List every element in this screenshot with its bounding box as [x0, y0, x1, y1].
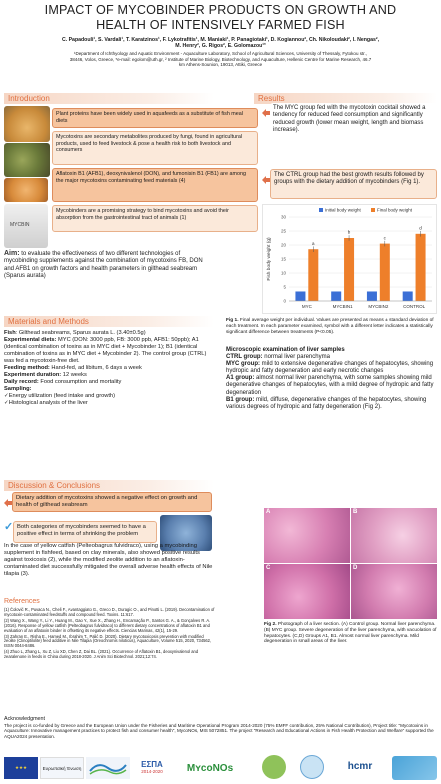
- affil-line-2: 38446, Volos, Greece, *e-mail: egolom@uth.gr, ² Institute of Marine Biology, Biotechnology, and Aquaculture, Hellenic Centre for Marine Research, 46.7: [69, 56, 372, 62]
- acknowledgment-text: The project is co-funded by Greece and the European Union under the Fisheries and Maritime Operational Program 2014-2020 (75% EMFF contribution, 25% National Contribution), Project title: "Mycotoxins in Aquaculture: Innovative management practices to protect fish and consumer health", MycoNOs, MIS 5072851. The project "Research and Educational Actions in Fish Health Protection and Welfare" supported the AQUA2024 presentation.: [4, 722, 434, 739]
- results-heading: Results: [254, 93, 437, 104]
- mycotoxin-molecule-image: [4, 178, 48, 202]
- histology-panel-a: [264, 508, 350, 563]
- histology-panel-d: [351, 564, 437, 619]
- aim-label: Aim:: [4, 250, 20, 257]
- x-tick-label: CONTROL: [403, 304, 426, 309]
- daily-label: Daily record:: [4, 379, 39, 385]
- discussion-point-1: Dietary addition of mycotoxins showed a negative effect on growth and health of gilthead seabream: [12, 492, 212, 512]
- b1-text: mild, diffuse, degenerative changes of the hepatocytes, showing various degrees of hydropic and fatty degeneration (Fig 2).: [226, 396, 427, 410]
- panel-label: A: [266, 509, 271, 515]
- x-tick-label: MYCBIN2: [368, 304, 389, 309]
- myc-text: mild to extensive degenerative changes of hepatocytes, showing hydropic and fatty degeneration and early necrotic changes: [226, 361, 434, 375]
- y-tick-label: 30: [280, 214, 286, 220]
- intro-point-4: Mycobinders are a promising strategy to bind mycotoxins and avoid their absorption from the gastrointestinal tract of animals (1): [52, 205, 258, 232]
- intro-point-2: Mycotoxins are secondary metabolites produced by fungi, found in agricultural products, used to feed livestock & pose a health risk to both livestock and consumers: [52, 131, 258, 165]
- panel-label: B: [353, 509, 358, 515]
- authors: [4, 37, 437, 50]
- affil-line-1: ¹Department of Ichthyology and Aquatic Environment - Aquaculture Laboratory, School of Agricultural Sciences, University of Thessaly, Fytokou str.,: [74, 51, 367, 56]
- y-tick-label: 25: [280, 228, 286, 234]
- references-list: [4, 608, 216, 660]
- significance-letter: c: [383, 235, 386, 241]
- y-tick-label: 5: [283, 284, 286, 290]
- significance-letter: a: [312, 240, 315, 246]
- results-point-1: The MYC group fed with the mycotoxin cocktail showed a tendency for reduced feed consumption and significantly reduced growth (lower mean weight, length and biomass increase).: [270, 103, 437, 144]
- ministry-logo: Ευρωπαϊκή Ένωση: [40, 757, 84, 779]
- legend-swatch-initial: [319, 208, 323, 212]
- feeding-label: Feeding method:: [4, 365, 50, 371]
- bar-final-myc: [308, 249, 318, 301]
- methods-heading: Materials and Methods: [4, 316, 214, 327]
- fig1-chart: [262, 204, 437, 314]
- eu-flag-logo: ★★★: [4, 757, 38, 779]
- sampling-item: ✓Energy utilization (feed intake and growth): [4, 393, 115, 399]
- check-icon: ✓: [4, 400, 9, 406]
- arrow-icon: [262, 171, 270, 179]
- diets-text: MYC (DON: 3000 ppb, FB: 3000 ppb, AFB1: 50ppb); A1 (identical combination of toxins as in MYC diet + Mycobinder 1); B1 (identical combination of toxins as in MYC diet + Mycobinder 2). The control group (CTRL) was fed a mycotoxin-free diet.: [4, 337, 207, 364]
- myc-label: MYC group:: [226, 361, 260, 368]
- title-line-1: IMPACT OF MYCOBINDER PRODUCTS ON GROWTH AND: [44, 3, 397, 17]
- bar-initial-mycbin2: [367, 291, 377, 301]
- authors-line-2: M. Henry², G. Rigos², E. Golomazou¹˟: [175, 43, 266, 50]
- histology-panel-b: [351, 508, 437, 563]
- fish-text: : Gilthead seabreams, Sparus aurata L. (3.40±0.5g): [15, 330, 146, 336]
- feeding-text: Hand-fed, ad libitum, 6 days a week: [49, 365, 142, 371]
- sampling-label: Sampling:: [4, 386, 32, 392]
- mycobinder-bag-image: [4, 204, 48, 248]
- bar-final-mycbin1: [344, 238, 354, 301]
- microscopy-block: [226, 347, 438, 411]
- discussion-heading: Discussion & Conclusions: [4, 480, 214, 491]
- intro-point-3: Aflatoxin B1 (AFB1), deoxynivalenol (DON), and fumonisin B1 (FB1) are among the major mycotoxins contaminating feed materials (4): [52, 168, 258, 202]
- bar-initial-mycbin1: [331, 291, 341, 301]
- reference-item: (3) Zahran E., Risha E., Hamed M., Ibrahim T., Palić D. (2020). Dietary mycotoxicosis prevention with modified zeolite (Clinoptilolite) feed additive in Nile Tilapia (Oreochromis niloticus), Aquaculture, Volume 515, 2020, 734562, ISSN 0044-8486.: [4, 633, 212, 649]
- check-icon: ✓: [4, 393, 9, 399]
- results-point-2: The CTRL group had the best growth results followed by groups with the dietary addition of mycobinders (Fig 1).: [270, 169, 437, 199]
- reference-item: (2) Wang X., Wang Y., Li Y., Huang M., Gao Y., Xue X., Zhang H., Encarnação P., Santos G. A., & Gonçalves R. A. (2016). Response of yellow catfish (Pelteobagrus fulvidraco) to different dietary concentrations of aflatoxin B1 and evaluation of an aflatoxin binder in offsetting its negative effects. Ciencias Marinas, 42(1), 15-29.: [4, 617, 211, 633]
- aim-text: to evaluate the effectiveness of two different technologies of mycobinding supplements against the combination of mycotoxins FB, DON and AFB1 on growth factors and health parameters in gilthead seabream (Sparus aurata): [4, 251, 203, 279]
- title-line-2: HEALTH OF INTENSIVELY FARMED FISH: [96, 18, 345, 32]
- discussion-point-3: In the case of yellow catfish (Pelteobagrus fulvidraco), using a mycobinding supplement in fishfeed, based on clay minerals, also showed positive results against toxicosis (2), while the modified zeolite addition to an aflatoxin-contaminated diet successfully mitigated the overall adverse health effects of Nile tilapia (3).: [4, 543, 213, 578]
- intro-point-1: Plant proteins have been widely used in aquafeeds as a substitute of fish meal diets: [52, 108, 258, 128]
- bar-final-mycbin2: [380, 244, 390, 301]
- duration-label: Experiment duration:: [4, 372, 62, 378]
- ctrl-label: CTRL group:: [226, 354, 263, 361]
- x-tick-label: MYCBIN1: [332, 304, 353, 309]
- methods-body: [4, 330, 216, 407]
- histology-panel-c: [264, 564, 350, 619]
- check-icon: ✓: [4, 521, 14, 533]
- fig2-caption-text: Photograph of a liver section. (A) Control group. Normal liver parenchyma. (B) MYC group. Severe degeneration of the liver parenchyma, with vacuolation of hepatocytes. (C,D) Groups A1, B1. Almost normal liver parenchyma. Mild degeneration in small areas of the liver.: [264, 622, 437, 645]
- daily-text: Food consumption and mortality: [38, 379, 122, 385]
- bag-label: MYCBIN: [10, 222, 30, 228]
- y-tick-label: 0: [283, 298, 286, 304]
- diets-label: Experimental diets:: [4, 337, 57, 343]
- acknowledgment-heading: Acknowledgment: [4, 716, 46, 722]
- fig1-caption: [226, 318, 438, 335]
- sampling-item: ✓Histological analysis of the liver: [4, 400, 88, 406]
- panel-label: D: [353, 565, 358, 571]
- a1-label: A1 group:: [226, 375, 255, 382]
- introduction-heading: Introduction: [4, 93, 214, 104]
- poster-title: [4, 3, 437, 33]
- aim-block: [4, 250, 214, 280]
- fig1-caption-label: Fig 1.: [226, 318, 239, 323]
- authors-line-1: C. Papadouli¹, S. Vardali¹, T. Karatzinos¹, F. Lykotrafitis¹, M. Maniaki¹, P. Panagiotaki¹, D. Kogiannou², Ch. Nikolouda​ki², I. Nengas²,: [61, 37, 380, 43]
- significance-letter: d: [419, 225, 422, 231]
- affiliations: [4, 51, 437, 68]
- espa-logo: ΕΣΠΑ 2014-2020: [141, 760, 163, 774]
- myconos-logo: MʏcoNOs: [186, 762, 234, 774]
- ctrl-text: normal liver parenchyma: [262, 354, 330, 361]
- bar-final-control: [416, 234, 426, 301]
- fig2-caption: [264, 622, 438, 645]
- b1-label: B1 group:: [226, 396, 255, 403]
- hcmr-logo: hcmr: [347, 760, 373, 772]
- significance-letter: b: [347, 229, 351, 235]
- acknowledgment: [4, 717, 437, 739]
- affil-line-3: km Athens-Sounion, 19013, Attiki, Greece: [178, 62, 263, 68]
- poster-header: [0, 0, 441, 90]
- bar-chart: [263, 205, 438, 315]
- legend-label-initial: Initial body weight: [325, 207, 361, 213]
- fig1-caption-text: Final average weight per individual. Values are presented as means ± standard deviation of each treatment. In each parameter examined, symbol with a different letter indicates a statistically significant difference between treatments (P<0.05).: [226, 318, 434, 335]
- reference-item: (1) Čolović R., Puvaca N., Cheli F., Avantaggiato G., Greco D., Duragic O., and Pinotti L. (2019). Decontamination of mycotoxin-contaminated feedstuffs and compound feed. Toxins. 11:617.: [4, 607, 215, 617]
- bar-initial-myc: [295, 291, 305, 301]
- discussion-point-2: Both categories of mycobinders seemed to have a positive effect in terms of shrinking the problem: [13, 521, 157, 543]
- reference-item: (4) Zhuo L, Zhang L, Xu Z, Liu XD, Chen Z, Dai BL. (2021). Occurrence of Aflatoxin B1, deoxynivalenol and zearalenone in feeds in China during 2018-2020. J Anim Sci Biotechnol. 2021;12:74.: [4, 649, 199, 660]
- duration-text: 12 weeks: [61, 372, 87, 378]
- legend-swatch-final: [371, 208, 375, 212]
- a1-text: almost normal liver parenchyma, with some samples showing mild degenerative changes of hepatocytes, with a mild degree of hydropic and fatty degeneration: [226, 375, 434, 396]
- legend-label-final: Final body weight: [377, 207, 413, 213]
- microscopy-heading: Microscopic examination of liver samples: [226, 347, 345, 353]
- y-tick-label: 20: [280, 242, 286, 248]
- fisheries-program-logo: [86, 757, 130, 779]
- bar-initial-control: [403, 291, 413, 301]
- fungi-image: [4, 143, 50, 177]
- y-tick-label: 15: [280, 256, 286, 262]
- references-heading: References: [4, 598, 40, 605]
- fig2-caption-label: Fig 2.: [264, 622, 277, 627]
- university-thessaly-logo: [262, 755, 286, 779]
- arrow-icon: [262, 104, 270, 112]
- fish-label: Fish: [4, 330, 16, 336]
- arrow-icon: [4, 494, 12, 502]
- institute-logo: [300, 755, 324, 779]
- y-tick-label: 10: [280, 270, 286, 276]
- y-axis-label: Fish body weight (g): [267, 237, 272, 281]
- x-tick-label: MYC: [301, 304, 312, 309]
- grain-image: [4, 106, 50, 142]
- aqua-logo: [392, 756, 437, 780]
- panel-label: C: [266, 565, 271, 571]
